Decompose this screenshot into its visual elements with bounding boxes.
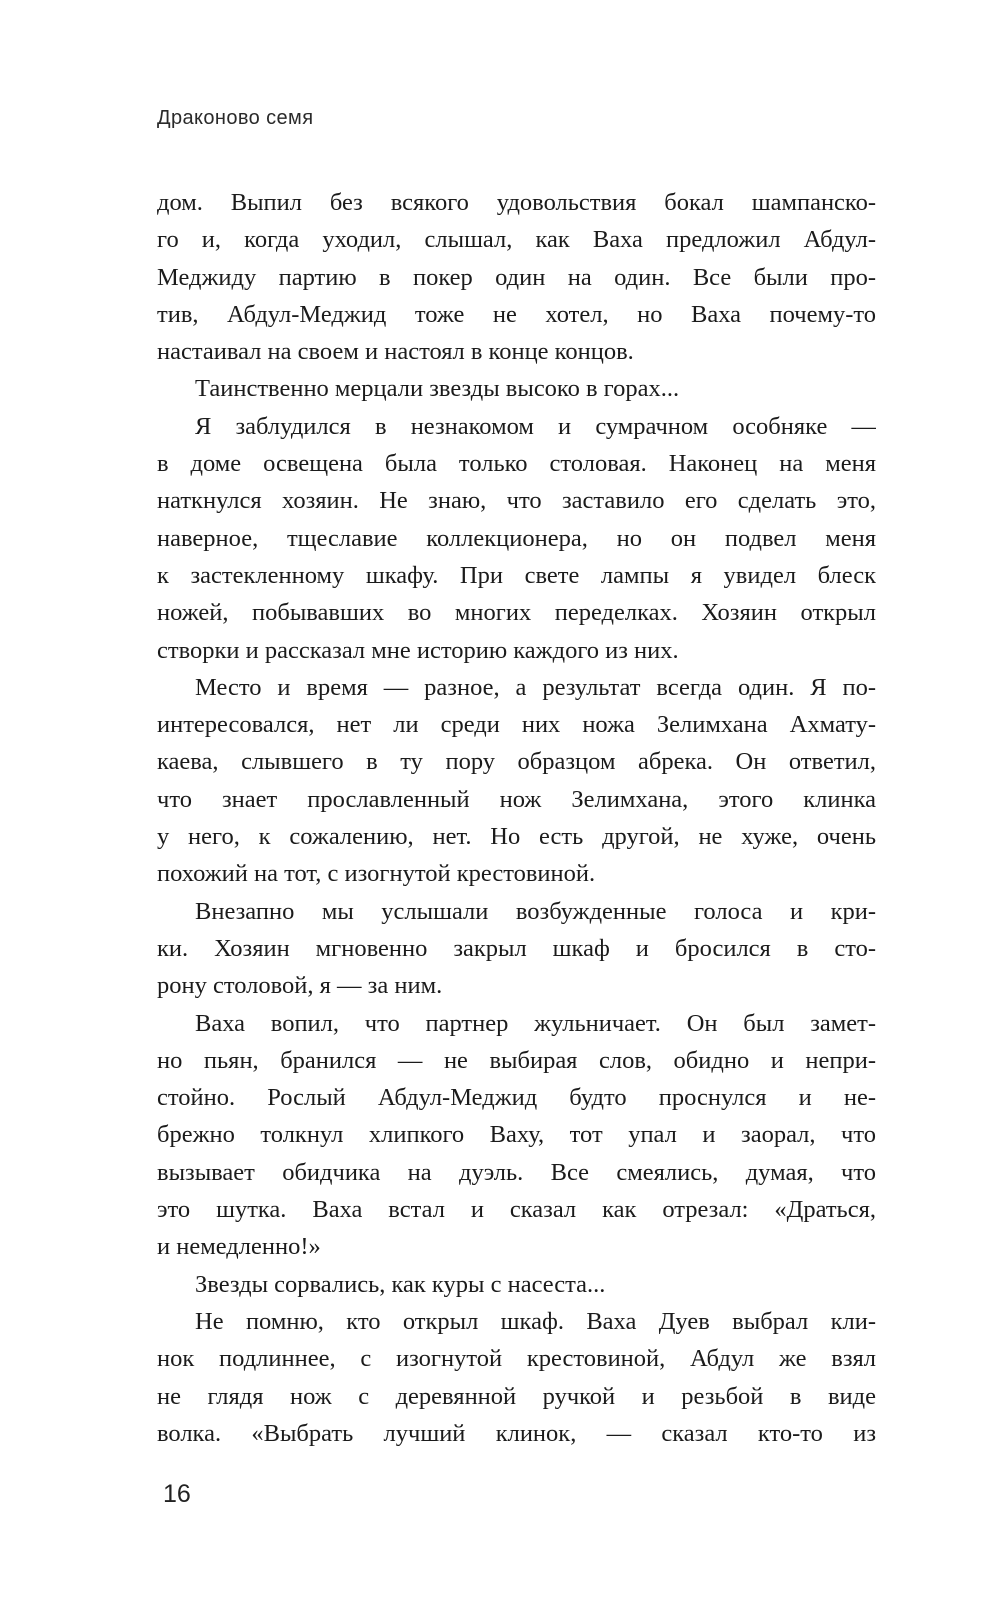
text-line: нок подлиннее, с изогнутой крестовиной, Абдул же взял [157, 1345, 876, 1373]
running-header: Драконово семя [157, 107, 314, 129]
text-line: дом. Выпил без всякого удовольствия бокал шампанско- [157, 189, 876, 216]
text-line: брежно толкнул хлипкого Ваху, тот упал и заорал, что [157, 1121, 876, 1149]
text-line: и немедленно!» [157, 1233, 321, 1261]
body-text [157, 184, 876, 1452]
text-line: Место и время — разное, а результат всегда один. Я по- [195, 673, 876, 701]
text-line: не глядя нож с деревянной ручкой и резьбой в виде [157, 1382, 876, 1410]
text-line: к застекленному шкафу. При свете лампы я увидел блеск [157, 561, 876, 589]
text-line: створки и рассказал мне историю каждого из них. [157, 636, 679, 664]
text-line: настаивал на своем и настоял в конце концов. [157, 338, 634, 366]
text-line: наверное, тщеславие коллекционера, но он подвел меня [157, 524, 876, 552]
text-line: стойно. Рослый Абдул-Меджид будто проснулся и не- [157, 1084, 876, 1112]
text-line: ножей, побывавших во многих переделках. Хозяин открыл [157, 599, 876, 627]
text-line: Меджиду партию в покер один на один. Все были про- [157, 263, 876, 291]
text-line: рону столовой, я — за ним. [157, 972, 443, 1000]
text-line: Таинственно мерцали звезды высоко в горах... [195, 375, 680, 403]
text-line: вызывает обидчика на дуэль. Все смеялись, думая, что [157, 1158, 876, 1186]
text-line: волка. «Выбрать лучший клинок, — сказал кто-то из [157, 1419, 876, 1447]
text-line: что знает прославленный нож Зелимхана, этого клинка [157, 785, 876, 813]
text-line: Я заблудился в незнакомом и сумрачном особняке — [195, 412, 876, 440]
text-line: это шутка. Ваха встал и сказал как отрезал: «Драться, [157, 1196, 876, 1224]
text-line: Не помню, кто открыл шкаф. Ваха Дуев выбрал кли- [195, 1307, 876, 1335]
text-line: каева, слывшего в ту пору образцом абрека. Он ответил, [157, 748, 876, 776]
text-line: Ваха вопил, что партнер жульничает. Он был замет- [195, 1009, 876, 1037]
text-line: тив, Абдул-Меджид тоже не хотел, но Ваха почему-то [157, 300, 876, 328]
text-line: у него, к сожалению, нет. Но есть другой, не хуже, очень [157, 823, 876, 851]
text-line: похожий на тот, с изогнутой крестовиной. [157, 860, 596, 888]
text-line: наткнулся хозяин. Не знаю, что заставило его сделать это, [157, 487, 876, 515]
page-number: 16 [163, 1480, 191, 1508]
text-line: Звезды сорвались, как куры с насеста... [195, 1270, 606, 1298]
text-line: в доме освещена была только столовая. Наконец на меня [157, 450, 876, 478]
text-line: го и, когда уходил, слышал, как Ваха предложил Абдул- [157, 226, 876, 254]
text-line: интересовался, нет ли среди них ножа Зелимхана Ахмату- [157, 711, 876, 739]
text-line: но пьян, бранился — не выбирая слов, обидно и непри- [157, 1046, 876, 1074]
text-line: ки. Хозяин мгновенно закрыл шкаф и бросился в сто- [157, 934, 876, 962]
text-line: Внезапно мы услышали возбужденные голоса и кри- [195, 897, 876, 925]
